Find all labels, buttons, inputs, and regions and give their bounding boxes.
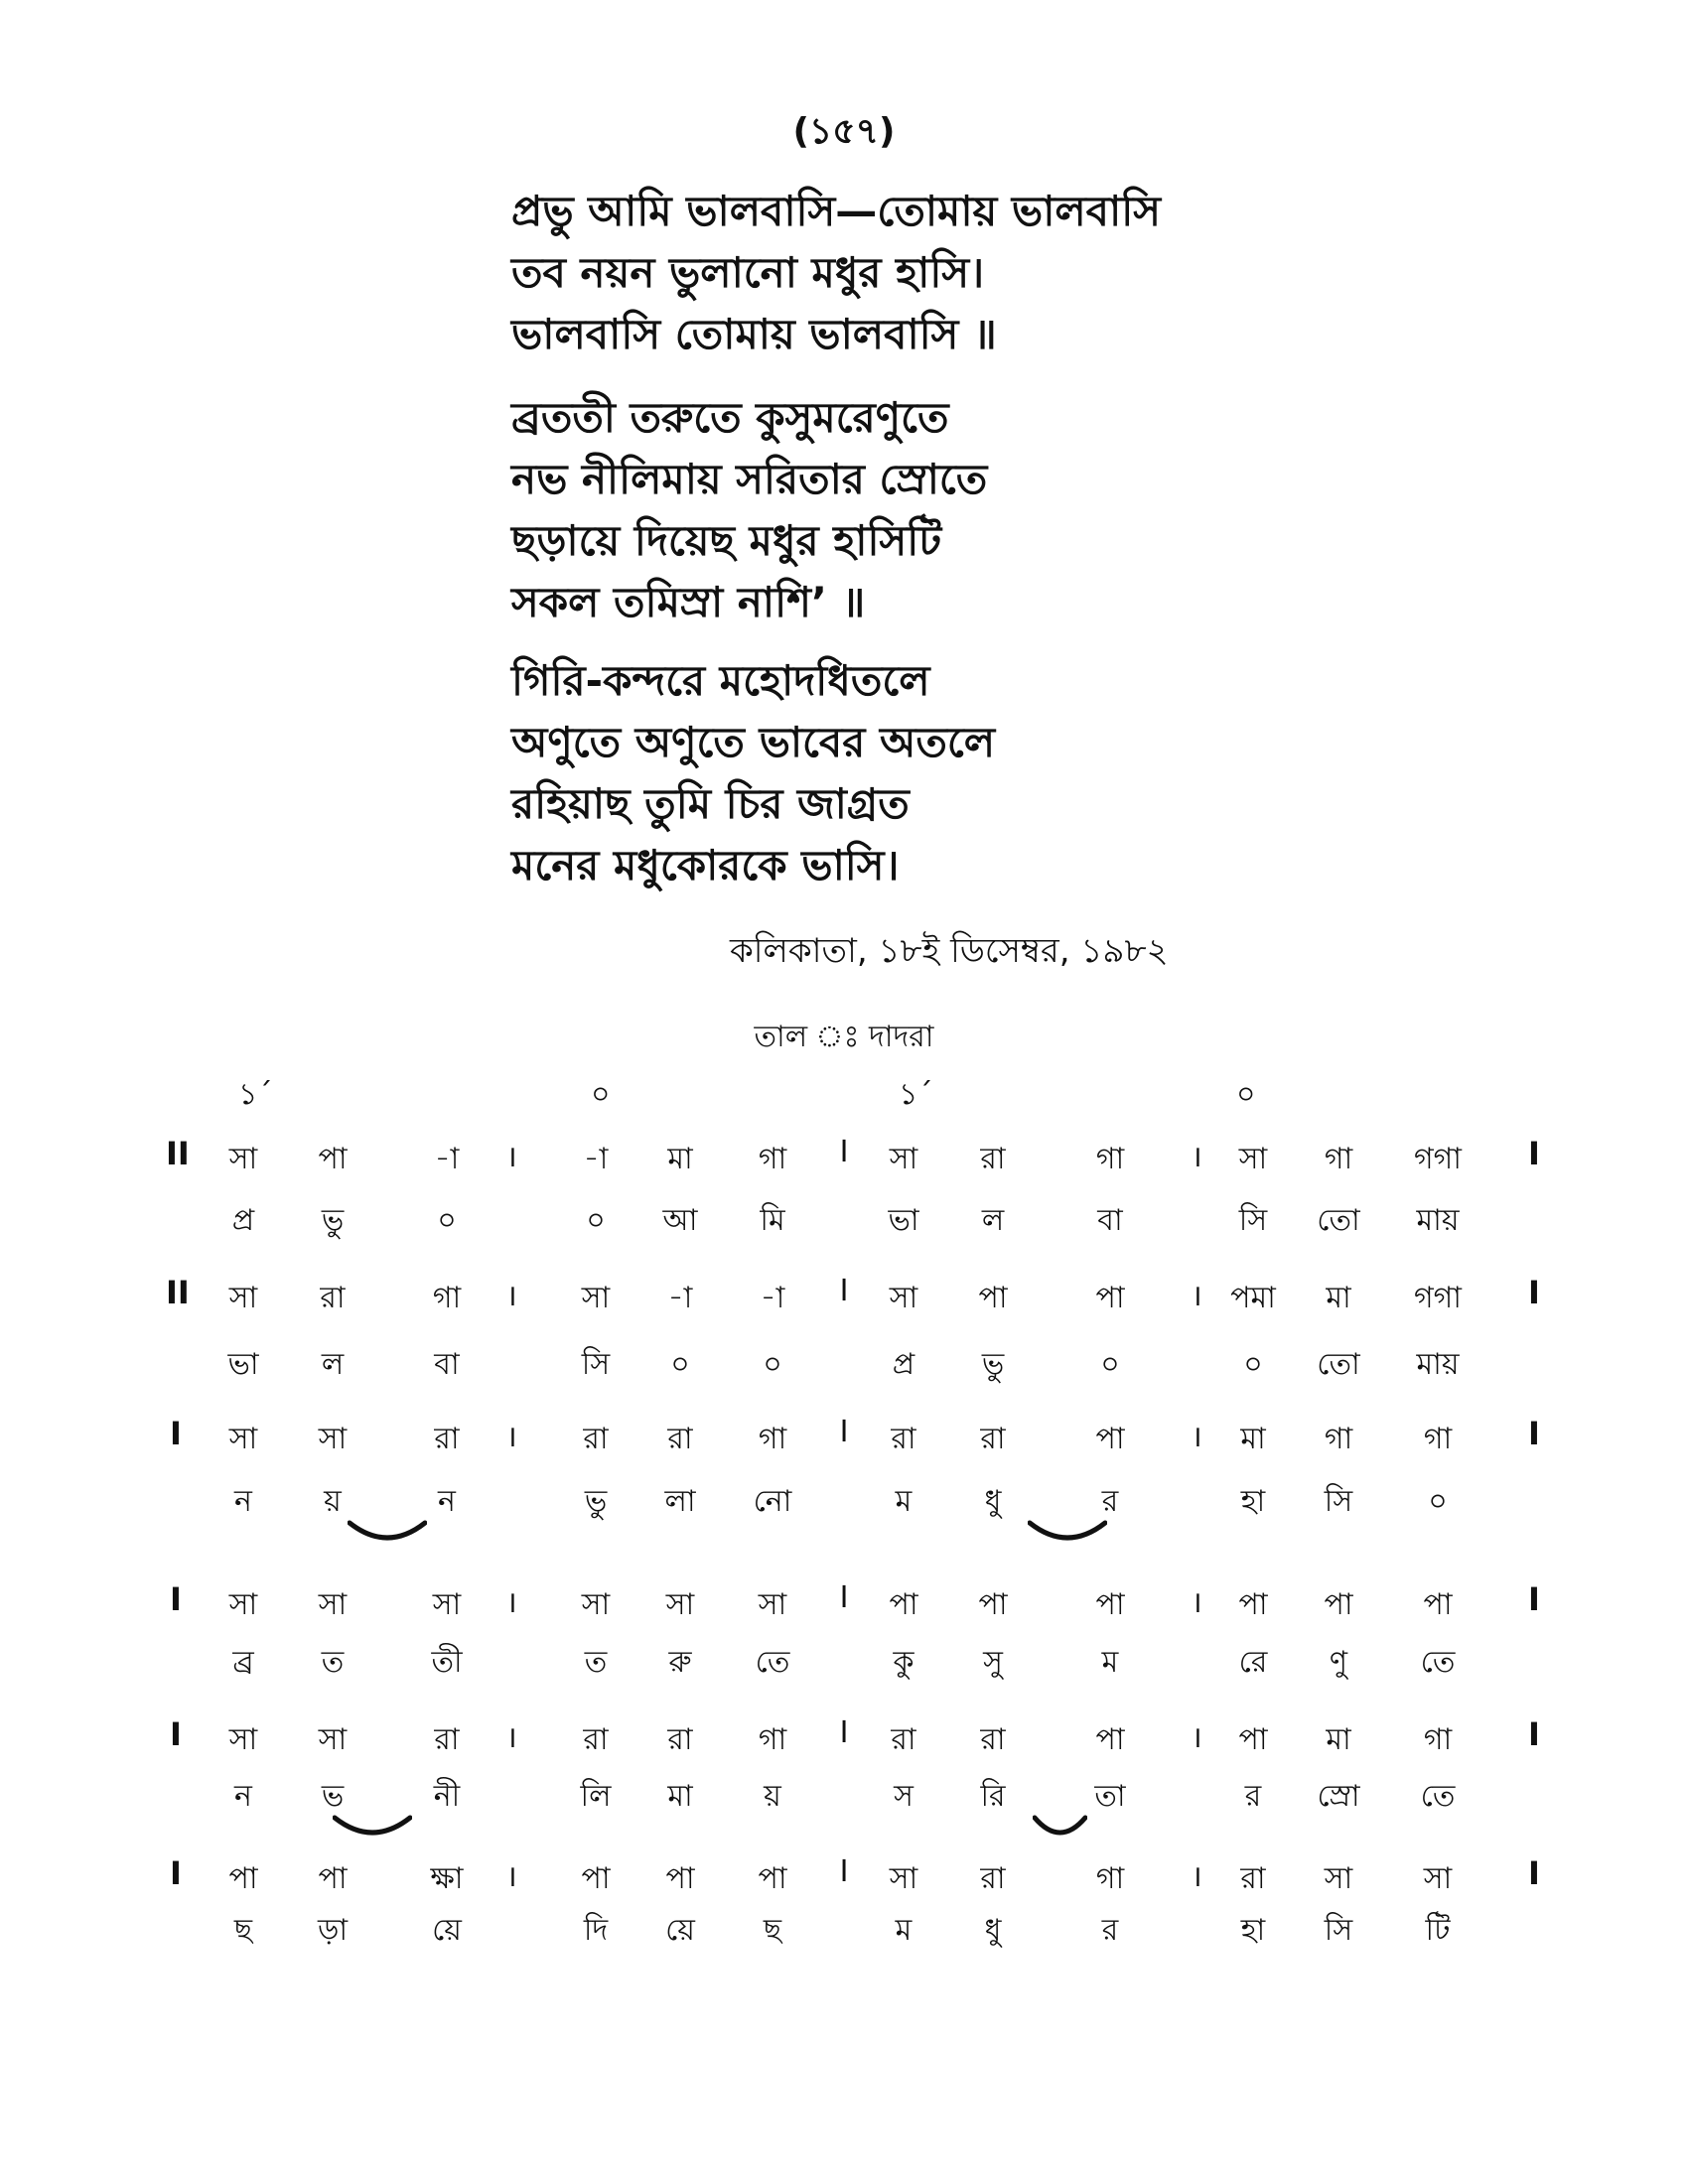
lyric-syllable: য়ে (665, 1913, 695, 1948)
swara-note: পা (1095, 1587, 1125, 1622)
bar-line: । (1191, 1420, 1202, 1454)
lyric-syllable: হা (1240, 1484, 1266, 1519)
swara-note: পা (1423, 1587, 1453, 1622)
swara-note: সা (889, 1861, 918, 1896)
lyric-line: প্রভু আমি ভালবাসি—তোমায় ভালবাসি (511, 187, 1161, 235)
swara-note: পমা (1230, 1281, 1276, 1315)
swara-note: রা (434, 1422, 460, 1456)
swara-note: গা (758, 1722, 787, 1757)
lyric-syllable: মায় (1416, 1203, 1460, 1238)
swara-note: রা (320, 1281, 346, 1315)
lyric-syllable: ন (234, 1484, 252, 1519)
lyric-syllable-row (0, 1772, 1688, 1816)
lyric-syllable: য়ে (432, 1913, 462, 1948)
swara-note: রা (667, 1722, 693, 1757)
lyric-syllable: ত (321, 1645, 345, 1680)
lyric-syllable: ০ (763, 1347, 782, 1382)
start-bar-line: I (170, 1415, 182, 1452)
swara-note: সা (318, 1587, 348, 1622)
swara-note: -া (583, 1142, 609, 1176)
bar-line: I (839, 1715, 849, 1750)
end-bar-line: I (1528, 1274, 1540, 1311)
lyric-syllable: ন (438, 1484, 456, 1519)
swara-note: সা (1324, 1861, 1353, 1896)
swara-note: গগা (1413, 1142, 1463, 1176)
lyric-syllable: ভু (321, 1203, 345, 1238)
swara-note: পা (228, 1861, 258, 1896)
end-bar-line: I (1528, 1580, 1540, 1618)
swara-note: মা (1326, 1722, 1351, 1757)
swara-note: পা (1324, 1587, 1353, 1622)
start-bar-line: I (170, 1715, 182, 1753)
lyric-syllable: প্র (231, 1203, 255, 1238)
swara-row (0, 1274, 1688, 1317)
lyric-syllable: ম (895, 1484, 913, 1519)
end-bar-line: I (1528, 1135, 1540, 1172)
lyric-syllable: লা (664, 1484, 696, 1519)
swara-note: সা (432, 1587, 462, 1622)
swara-note: সা (228, 1722, 258, 1757)
swara-note: রা (583, 1422, 609, 1456)
beat-marker: ০ (1236, 1077, 1256, 1112)
lyric-syllable: বা (434, 1347, 460, 1382)
lyric-syllable: র (1244, 1779, 1262, 1814)
swara-note: রা (891, 1722, 916, 1757)
swara-note: পা (665, 1861, 695, 1896)
swara-note: সা (1238, 1142, 1268, 1176)
start-bar-line: II (166, 1135, 190, 1172)
bar-line: । (1191, 1140, 1202, 1174)
lyric-syllable: স (894, 1779, 914, 1814)
lyric-line: তব নয়ন ভুলানো মধুর হাসি। (511, 248, 985, 297)
bar-line: । (1191, 1585, 1202, 1620)
bar-line: I (839, 1415, 849, 1449)
slur-mark (1028, 1519, 1107, 1549)
lyric-syllable: ০ (586, 1203, 606, 1238)
end-bar-line: I (1528, 1715, 1540, 1753)
lyric-syllable: ড়া (317, 1913, 349, 1948)
swara-note: গা (758, 1142, 787, 1176)
lyric-syllable: ০ (1428, 1484, 1448, 1519)
lyric-syllable: য় (764, 1779, 781, 1814)
beat-marker: ১´ (238, 1077, 273, 1112)
swara-note: পা (1095, 1722, 1125, 1757)
swara-note: রা (1240, 1861, 1266, 1896)
swara-note: সা (581, 1587, 611, 1622)
place-date: কলিকাতা, ১৮ই ডিসেম্বর, ১৯৮২ (730, 931, 1169, 971)
swara-note: সা (228, 1142, 258, 1176)
lyric-syllable: রি (980, 1779, 1006, 1814)
swara-row (0, 1135, 1688, 1178)
lyric-syllable: নী (433, 1779, 461, 1814)
lyric-line: মনের মধুকোরকে ভাসি। (511, 841, 900, 889)
lyric-syllable: ত (584, 1645, 608, 1680)
swara-note: পা (318, 1861, 348, 1896)
lyric-syllable: ভা (227, 1347, 259, 1382)
lyric-line: ছড়ায়ে দিয়েছ মধুর হাসিটি (511, 516, 942, 565)
swara-note: গা (1095, 1861, 1125, 1896)
swara-note: পা (889, 1587, 918, 1622)
lyric-syllable: সি (1324, 1913, 1353, 1948)
lyric-syllable: মি (760, 1203, 785, 1238)
lyric-syllable: টি (1425, 1913, 1451, 1948)
lyric-syllable: ল (321, 1347, 345, 1382)
swara-row (0, 1715, 1688, 1759)
bar-line: । (1191, 1859, 1202, 1894)
lyric-syllable: ল (981, 1203, 1005, 1238)
lyric-syllable: ভু (981, 1347, 1005, 1382)
lyric-syllable: ব্র (232, 1645, 254, 1680)
swara-note: গা (1423, 1422, 1453, 1456)
lyric-syllable-row (0, 1340, 1688, 1384)
lyric-line: নভ নীলিমায় সরিতার স্রোতে (511, 455, 988, 503)
swara-row (0, 1580, 1688, 1624)
lyric-syllable: ০ (1100, 1347, 1120, 1382)
bar-line: I (839, 1135, 849, 1169)
lyric-syllable: সু (983, 1645, 1003, 1680)
swara-note: রা (583, 1722, 609, 1757)
swara-note: -া (760, 1281, 785, 1315)
lyric-syllable: ০ (1243, 1347, 1263, 1382)
lyric-syllable: বা (1097, 1203, 1123, 1238)
lyric-line: অণুতে অণুতে ভাবের অতলে (511, 718, 996, 766)
lyric-line: সকল তমিস্রা নাশি’ ॥ (511, 578, 866, 626)
bar-line: । (505, 1420, 517, 1454)
swara-note: পা (1095, 1281, 1125, 1315)
lyric-syllable: ০ (437, 1203, 457, 1238)
swara-note: মা (1326, 1281, 1351, 1315)
lyric-syllable: র (1101, 1484, 1119, 1519)
lyric-line: ভালবাসি তোমায় ভালবাসি ॥ (511, 310, 997, 358)
swara-note: ক্ষা (430, 1861, 464, 1896)
lyric-syllable: ছ (763, 1913, 782, 1948)
lyric-syllable-row (0, 1196, 1688, 1240)
lyric-syllable: য় (324, 1484, 342, 1519)
start-bar-line: II (166, 1274, 190, 1311)
swara-note: গা (1095, 1142, 1125, 1176)
lyric-syllable-row (0, 1906, 1688, 1950)
swara-note: গা (432, 1281, 462, 1315)
end-bar-line: I (1528, 1415, 1540, 1452)
bar-line: । (505, 1859, 517, 1894)
swara-note: গা (1324, 1422, 1353, 1456)
start-bar-line: I (170, 1854, 182, 1892)
bar-line: I (839, 1274, 849, 1308)
lyric-syllable-row (0, 1477, 1688, 1521)
lyric-syllable: হা (1240, 1913, 1266, 1948)
swara-note: পা (581, 1861, 611, 1896)
lyric-syllable: ণু (1329, 1645, 1348, 1680)
swara-note: রা (980, 1861, 1006, 1896)
swara-note: রা (434, 1722, 460, 1757)
lyric-syllable: র (1101, 1913, 1119, 1948)
swara-note: সা (318, 1722, 348, 1757)
lyric-syllable: কু (893, 1645, 914, 1680)
swara-note: সা (889, 1142, 918, 1176)
lyric-syllable: সি (1238, 1203, 1268, 1238)
lyric-syllable: ধু (984, 1484, 1002, 1519)
lyric-syllable-row (0, 1638, 1688, 1682)
beat-marker: ০ (591, 1077, 611, 1112)
lyric-syllable: স্রো (1317, 1779, 1360, 1814)
swara-row (0, 1415, 1688, 1458)
lyric-syllable: প্র (892, 1347, 915, 1382)
lyric-syllable: সি (1324, 1484, 1353, 1519)
stanza-3 (511, 650, 995, 896)
swara-note: রা (980, 1422, 1006, 1456)
lyric-syllable: রে (1238, 1645, 1268, 1680)
swara-note: পা (1238, 1722, 1268, 1757)
lyric-syllable: লি (580, 1779, 612, 1814)
swara-note: -া (434, 1142, 460, 1176)
page-number: (১৫৭) (792, 111, 896, 152)
swara-note: সা (665, 1587, 695, 1622)
stanza-1 (511, 181, 1161, 365)
swara-note: রা (980, 1142, 1006, 1176)
swara-note: পা (978, 1587, 1008, 1622)
swara-row (0, 1854, 1688, 1898)
swara-note: -া (667, 1281, 693, 1315)
swara-note: রা (667, 1422, 693, 1456)
swara-note: সা (758, 1587, 787, 1622)
swara-note: রা (891, 1422, 916, 1456)
bar-line: । (505, 1720, 517, 1755)
slur-mark (333, 1814, 412, 1843)
bar-line: । (505, 1585, 517, 1620)
lyric-line: গিরি-কন্দরে মহোদধিতলে (511, 656, 930, 705)
lyric-line: রহিয়াছ তুমি চির জাগ্রত (511, 779, 910, 828)
lyric-syllable: ভা (888, 1203, 919, 1238)
lyric-syllable: ন (234, 1779, 252, 1814)
swara-note: সা (228, 1587, 258, 1622)
lyric-syllable: তে (1420, 1779, 1456, 1814)
lyric-syllable: ম (895, 1913, 913, 1948)
lyric-syllable: তো (1317, 1203, 1360, 1238)
lyric-syllable: ছ (233, 1913, 253, 1948)
swara-note: সা (1423, 1861, 1453, 1896)
swara-note: গা (758, 1422, 787, 1456)
swara-note: সা (581, 1281, 611, 1315)
swara-note: রা (980, 1722, 1006, 1757)
lyric-syllable: ভ (321, 1779, 345, 1814)
swara-note: সা (318, 1422, 348, 1456)
lyric-syllable: ভু (584, 1484, 608, 1519)
swara-note: পা (978, 1281, 1008, 1315)
lyric-syllable: মা (667, 1779, 693, 1814)
lyric-syllable: তী (431, 1645, 463, 1680)
lyric-syllable: রু (668, 1645, 692, 1680)
start-bar-line: I (170, 1580, 182, 1618)
swara-note: পা (1095, 1422, 1125, 1456)
lyric-syllable: ০ (670, 1347, 690, 1382)
swara-note: সা (889, 1281, 918, 1315)
bar-line: । (505, 1279, 517, 1313)
swara-note: পা (1238, 1587, 1268, 1622)
bar-line: । (1191, 1720, 1202, 1755)
lyric-syllable: দি (583, 1913, 609, 1948)
slur-mark (348, 1519, 427, 1549)
bar-line: । (1191, 1279, 1202, 1313)
slur-mark (1033, 1814, 1087, 1843)
swara-note: মা (1240, 1422, 1266, 1456)
stanza-2 (511, 387, 987, 633)
bar-line: I (839, 1580, 849, 1615)
beat-marker: ১´ (899, 1077, 933, 1112)
lyric-syllable: নো (753, 1484, 792, 1519)
lyric-syllable: তে (755, 1645, 790, 1680)
bar-line: । (505, 1140, 517, 1174)
beat-marker-row (0, 1070, 1688, 1114)
swara-note: পা (318, 1142, 348, 1176)
swara-note: গগা (1413, 1281, 1463, 1315)
lyric-syllable: তে (1420, 1645, 1456, 1680)
lyric-syllable: ম (1101, 1645, 1119, 1680)
swara-note: মা (667, 1142, 693, 1176)
lyric-syllable: আ (662, 1203, 698, 1238)
end-bar-line: I (1528, 1854, 1540, 1892)
swara-note: সা (228, 1281, 258, 1315)
lyric-syllable: তো (1317, 1347, 1360, 1382)
swara-note: গা (1324, 1142, 1353, 1176)
lyric-syllable: ধু (984, 1913, 1002, 1948)
bar-line: I (839, 1854, 849, 1889)
swara-note: সা (228, 1422, 258, 1456)
swara-note: গা (1423, 1722, 1453, 1757)
lyric-syllable: সি (581, 1347, 611, 1382)
lyric-line: ব্রততী তরুতে কুসুমরেণুতে (511, 393, 949, 442)
swara-note: পা (758, 1861, 787, 1896)
lyric-syllable: তা (1094, 1779, 1126, 1814)
taal-label: তাল ঃ দাদরা (754, 1020, 934, 1054)
lyric-syllable: মায় (1416, 1347, 1460, 1382)
